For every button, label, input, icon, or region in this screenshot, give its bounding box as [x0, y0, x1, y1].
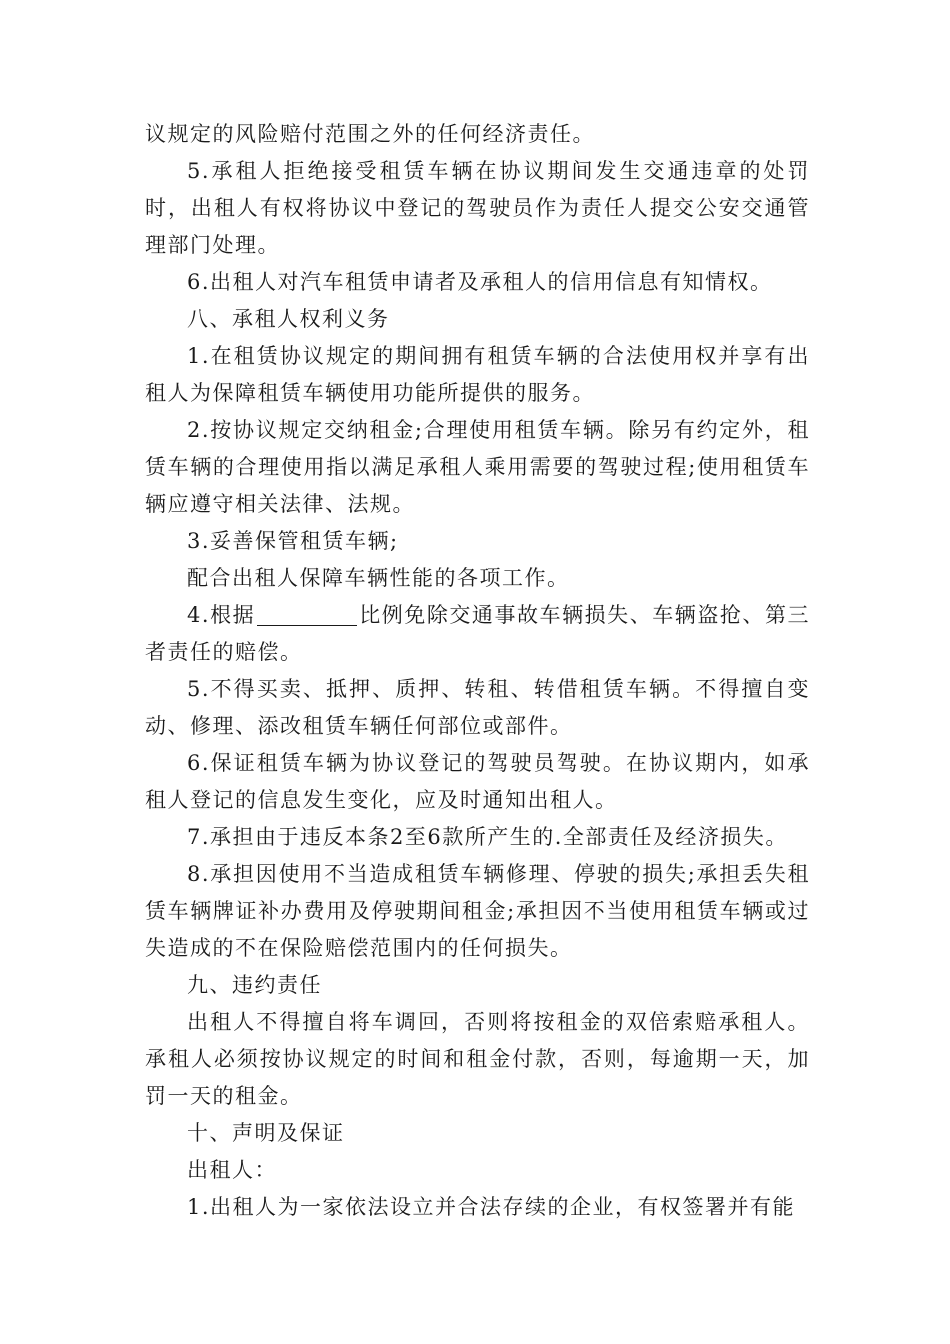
paragraph-lessor-label: 出租人： [187, 1158, 277, 1182]
paragraph-lessee-clause-3: 3.妥善保管租赁车辆; [187, 529, 399, 553]
paragraph-lessee-clause-5: 5.不得买卖、抵押、质押、转租、转借租赁车辆。不得擅自变动、修理、添改租赁车辆任何部位或部件。 [145, 677, 810, 738]
paragraph-lessee-clause-4 [145, 597, 810, 671]
paragraph-breach-terms: 出租人不得擅自将车调回，否则将按租金的双倍索赔承租人。承租人必须按协议规定的时间和租金付款，否则，每逾期一天，加罚一天的租金。 [145, 1010, 810, 1108]
section-heading-breach: 九、违约责任 [187, 973, 322, 997]
paragraph-lessee-clause-3-cont: 配合出租人保障车辆性能的各项工作。 [187, 566, 570, 590]
paragraph-clause-5-traffic-violation: 5.承租人拒绝接受租赁车辆在协议期间发生交通违章的处罚时，出租人有权将协议中登记的驾驶员作为责任人提交公安交通管理部门处理。 [145, 159, 810, 257]
paragraph-lessee-clause-7: 7.承担由于违反本条2至6款所产生的.全部责任及经济损失。 [187, 825, 788, 849]
paragraph-lessee-clause-1: 1.在租赁协议规定的期间拥有租赁车辆的合法使用权并享有出租人为保障租赁车辆使用功能所提供的服务。 [145, 344, 810, 405]
paragraph-lessee-clause-6: 6.保证租赁车辆为协议登记的驾驶员驾驶。在协议期内，如承租人登记的信息发生变化，应及时通知出租人。 [145, 751, 810, 812]
document-body [145, 116, 810, 1226]
fill-in-blank[interactable] [257, 603, 357, 626]
paragraph-clause-6-credit-info: 6.出租人对汽车租赁申请者及承租人的信用信息有知情权。 [187, 270, 773, 294]
paragraph-lessee-clause-2: 2.按协议规定交纳租金;合理使用租赁车辆。除另有约定外，租赁车辆的合理使用指以满足承租人乘用需要的驾驶过程;使用租赁车辆应遵守相关法律、法规。 [145, 418, 810, 516]
paragraph-lessee-clause-8: 8.承担因使用不当造成租赁车辆修理、停驶的损失;承担丢失租赁车辆牌证补办费用及停驶期间租金;承担因不当使用租赁车辆或过失造成的不在保险赔偿范围内的任何损失。 [145, 862, 810, 960]
clause-4-text-after: 比例免除交通事故车辆损失、车辆盗抢、第三者责任的赔偿。 [145, 603, 810, 664]
section-heading-lessee-rights: 八、承租人权利义务 [187, 307, 390, 331]
section-heading-declarations: 十、声明及保证 [187, 1121, 345, 1145]
paragraph-lessor-clause-1: 1.出租人为一家依法设立并合法存续的企业，有权签署并有能 [187, 1195, 796, 1219]
clause-4-text-before: 4.根据 [187, 603, 256, 627]
paragraph-continuation: 议规定的风险赔付范围之外的任何经济责任。 [145, 122, 595, 146]
